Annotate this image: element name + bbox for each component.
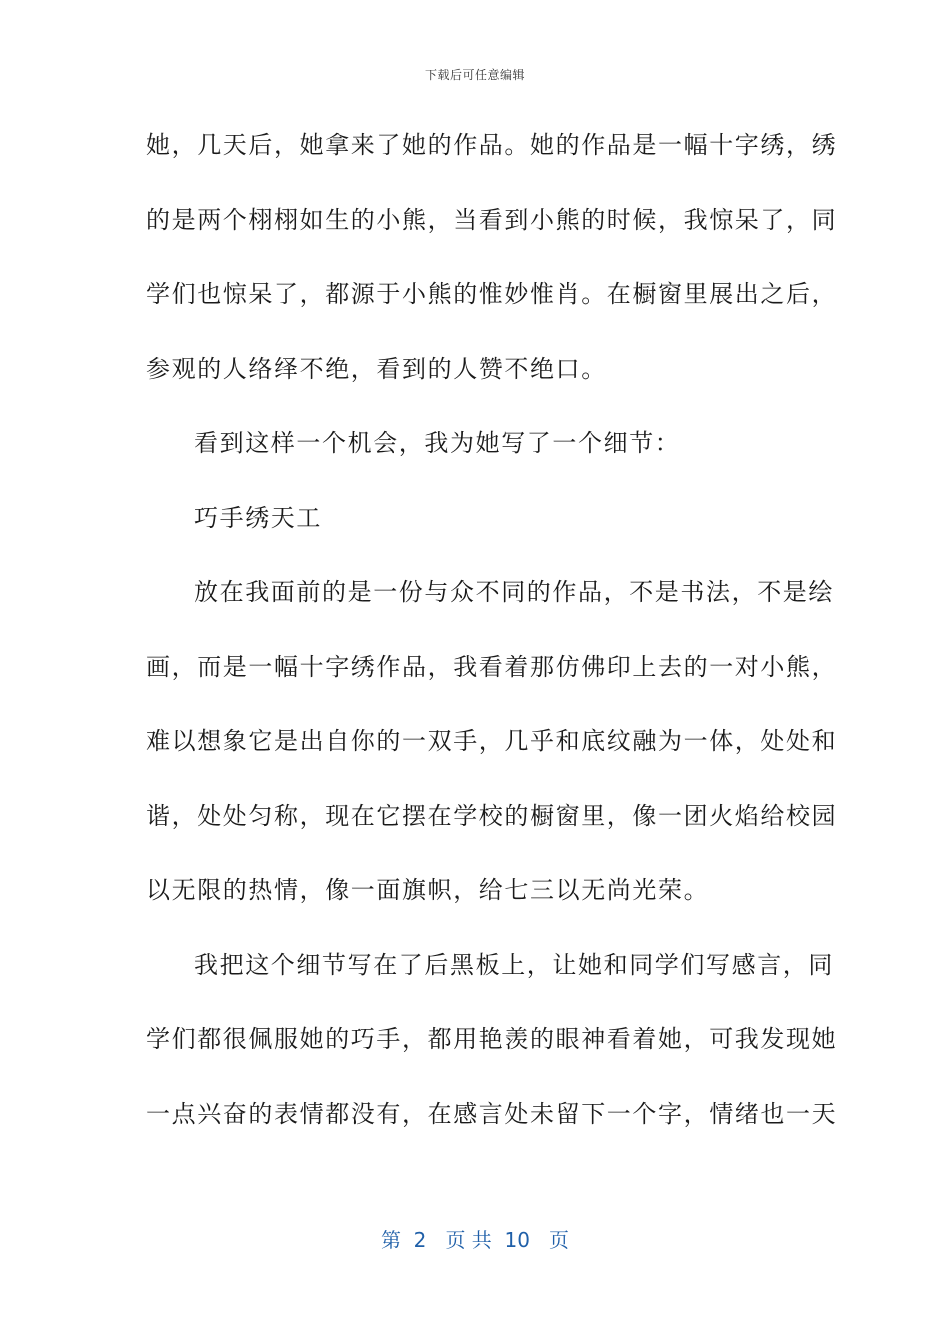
text-line: 的是两个栩栩如生的小熊，当看到小熊的时候，我惊呆了，同	[146, 205, 838, 234]
text-line: 谐，处处匀称，现在它摆在学校的橱窗里，像一团火焰给校园	[146, 801, 838, 830]
text-line: 学们也惊呆了，都源于小熊的惟妙惟肖。在橱窗里展出之后，	[146, 280, 838, 308]
text-line: 一点兴奋的表情都没有，在感言处未留下一个字，情绪也一天	[146, 1099, 838, 1128]
text-line: 她，几天后，她拿来了她的作品。她的作品是一幅十字绣，绣	[146, 131, 838, 159]
page-number: 第 2 页 共 10 页	[380, 1228, 570, 1252]
text-line: 参观的人络绎不绝，看到的人赞不绝口。	[146, 354, 607, 383]
text-line: 放在我面前的是一份与众不同的作品，不是书法，不是绘	[194, 578, 834, 606]
text-line: 我把这个细节写在了后黑板上，让她和同学们写感言，同	[194, 950, 834, 979]
text-line: 学们都很佩服她的巧手，都用艳羡的眼神看着她，可我发现她	[146, 1025, 838, 1053]
section-title: 巧手绣天工	[194, 503, 322, 532]
document-body	[146, 120, 838, 1163]
page-header: 下载后可任意编辑	[424, 68, 525, 82]
text-line: 难以想象它是出自你的一双手，几乎和底纹融为一体，处处和	[146, 727, 838, 755]
text-line: 画，而是一幅十字绣作品，我看着那仿佛印上去的一对小熊，	[146, 652, 838, 681]
text-line: 以无限的热情，像一面旗帜，给七三以无尚光荣。	[146, 876, 710, 904]
text-line: 看到这样一个机会，我为她写了一个细节：	[194, 429, 681, 457]
